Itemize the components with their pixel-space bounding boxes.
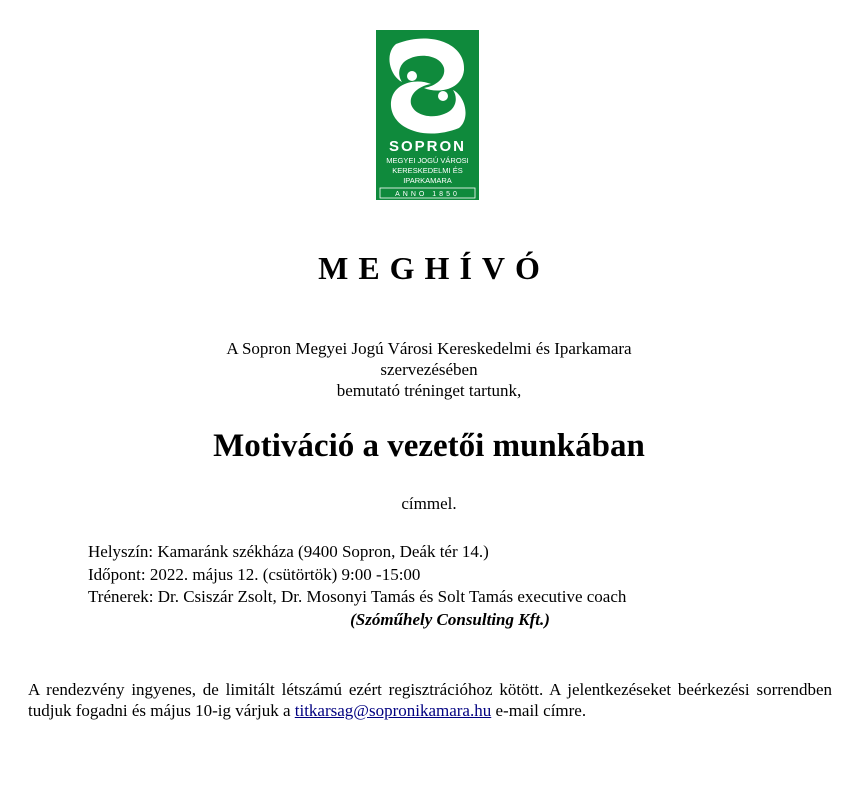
company-line: (Szóműhely Consulting Kft.) (350, 609, 550, 629)
chamber-logo-graphic (376, 30, 479, 200)
intro-line-3: bemutató tréninget tartunk, (336, 381, 522, 400)
logo-name: SOPRON (388, 138, 467, 155)
event-title: Motiváció a vezetői munkában (213, 428, 645, 464)
intro-line-2: szervezésében (380, 360, 478, 379)
chamber-logo (376, 30, 479, 200)
note-text-before: A rendezvény ingyenes, de limitált létszámú ezért regisztrációhoz kötött. A jelentkezéseket beérkezési sorrendben tudjuk fogadni és május 10-ig várjuk a (28, 680, 832, 720)
logo-anno: ANNO 1850 (395, 191, 460, 198)
intro-text (0, 338, 858, 401)
location-line: Helyszín: Kamaránk székháza (9400 Sopron, Deák tér 14.) (88, 542, 489, 561)
logo-line1: MEGYEI JOGÚ VÁROSI (386, 156, 469, 165)
logo-line3: IPARKAMARA (403, 176, 452, 185)
time-line: Időpont: 2022. május 12. (csütörtök) 9:00 -15:00 (88, 564, 421, 584)
intro-line-1: A Sopron Megyei Jogú Városi Kereskedelmi és Iparkamara (226, 339, 632, 358)
email-link[interactable]: titkarsag@sopronikamara.hu (294, 701, 492, 720)
event-details (88, 541, 788, 631)
trainers-line: Trénerek: Dr. Csiszár Zsolt, Dr. Mosonyi Tamás és Solt Tamás executive coach (88, 587, 627, 606)
logo-line2: KERESKEDELMI ÉS (392, 166, 463, 175)
note-text-after: e-mail címre. (491, 701, 587, 720)
title-suffix: címmel. (401, 494, 457, 513)
invitation-title: MEGHÍVÓ (318, 250, 550, 286)
registration-note (28, 679, 832, 721)
